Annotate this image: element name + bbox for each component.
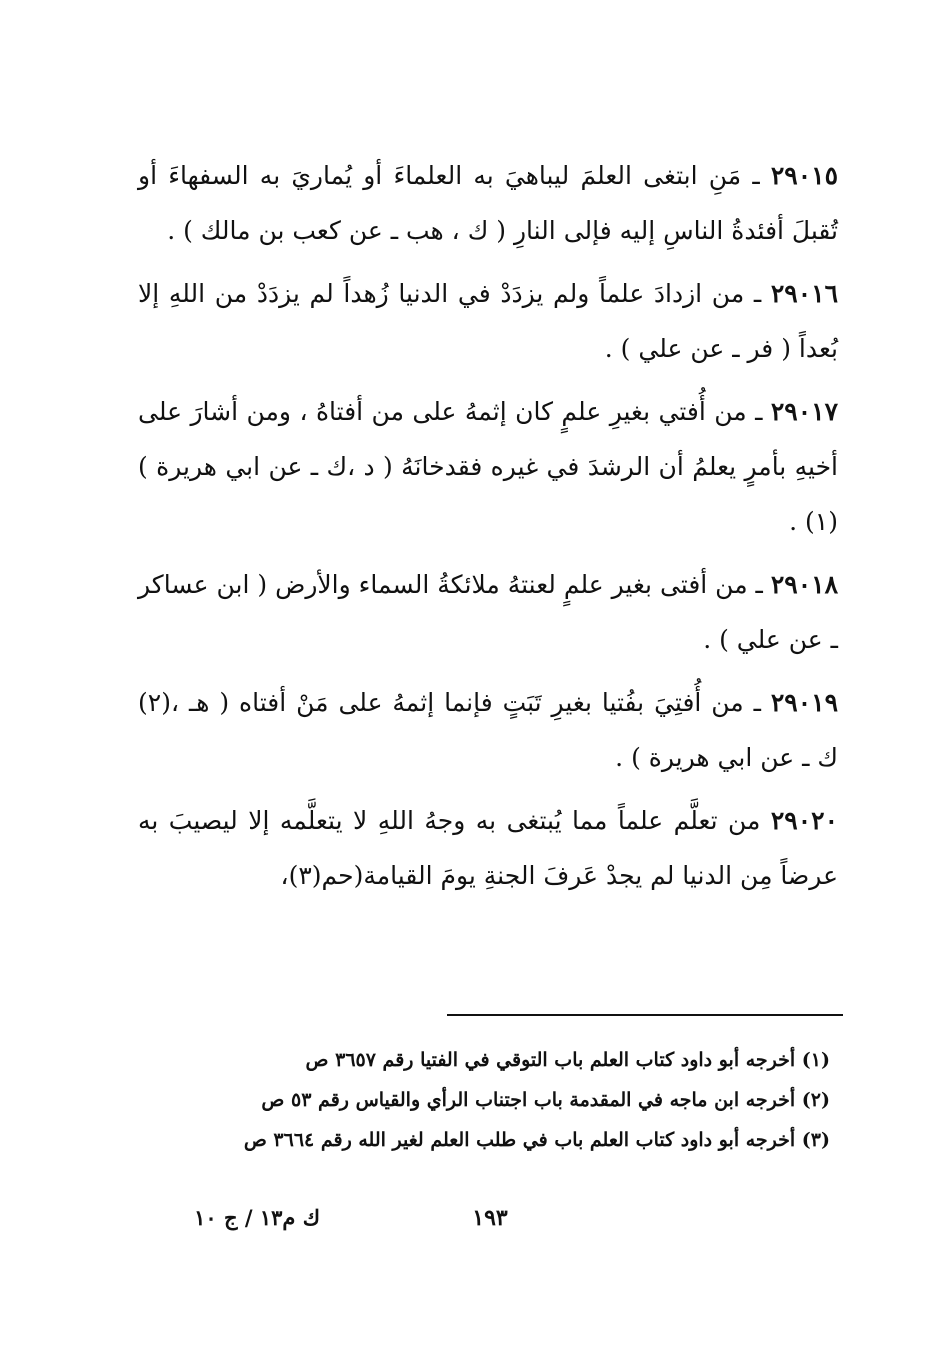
hadith-29019 xyxy=(138,675,838,785)
hadith-29018 xyxy=(138,557,838,667)
hadith-text: ـ من أفتى بغير علمٍ لعنتهُ ملائكةُ السماء والأرض ( ابن عساكر ـ عن علي ) . xyxy=(138,570,838,654)
hadith-text: ـ من أُفتِيَ بفُتيا بغيرِ تَبَتٍ فإنما إثمهُ على مَنْ أفتاه ( هـ ،(٢) ك ـ عن ابي هريرة ) . xyxy=(138,688,838,772)
hadith-list xyxy=(138,148,838,903)
hadith-number: ٢٩٠١٦ xyxy=(770,279,839,308)
hadith-text: ـ من ازدادَ علماً ولم يزدَدْ في الدنيا زُهداً لم يزدَدْ من اللهِ إلا بُعداً ( فر ـ عن علي ) . xyxy=(138,279,838,363)
hadith-text: ـ مَنِ ابتغى العلمَ ليباهيَ به العلماءَ أو يُماريَ به السفهاءَ أو تُقبلَ أفئدةُ الناسِ إليه فإلى النارِ ( ك ، هب ـ عن كعب بن مالك ) . xyxy=(138,161,838,245)
hadith-29015 xyxy=(138,148,838,258)
page-number: ١٩٣ xyxy=(472,1205,508,1231)
footnote-2: (٢) أخرجه ابن ماجه في المقدمة باب اجتناب الرأي والقياس رقم ٥٣ ص xyxy=(261,1089,830,1111)
footnotes xyxy=(160,1040,830,1160)
footnote-divider xyxy=(447,1014,843,1016)
hadith-number: ٢٩٠١٥ xyxy=(770,161,839,190)
footnote-3: (٣) أخرجه أبو داود كتاب العلم باب في طلب العلم لغير الله رقم ٣٦٦٤ ص xyxy=(243,1129,830,1151)
hadith-29016 xyxy=(138,266,838,376)
hadith-number: ٢٩٠١٧ xyxy=(770,397,838,426)
hadith-number: ٢٩٠١٨ xyxy=(770,570,838,599)
hadith-number: ٢٩٠١٩ xyxy=(770,688,838,717)
hadith-number: ٢٩٠٢٠ xyxy=(770,806,838,835)
hadith-text: من تعلَّم علماً مما يُبتغى به وجهُ اللهِ لا يتعلَّمه إلا ليصيبَ به عرضاً مِن الدنيا لم يجدْ عَرفَ الجنةِ يومَ القيامة(حم(٣)، xyxy=(138,806,838,890)
hadith-29020 xyxy=(138,793,838,903)
footnote-1: (١) أخرجه أبو داود كتاب العلم باب التوقي في الفتيا رقم ٣٦٥٧ ص xyxy=(305,1049,830,1071)
hadith-text: ـ من أُفتي بغيرِ علمٍ كان إثمهُ على من أفتاهُ ، ومن أشارَ على أخيهِ بأمرٍ يعلمُ أن الرشدَ في غيره فقدخانَهُ ( د ،ك ـ عن ابي هريرة ) (١) . xyxy=(138,397,838,536)
hadith-29017 xyxy=(138,384,838,549)
print-signature: ك م١٣ / ج ١٠ xyxy=(194,1205,320,1230)
